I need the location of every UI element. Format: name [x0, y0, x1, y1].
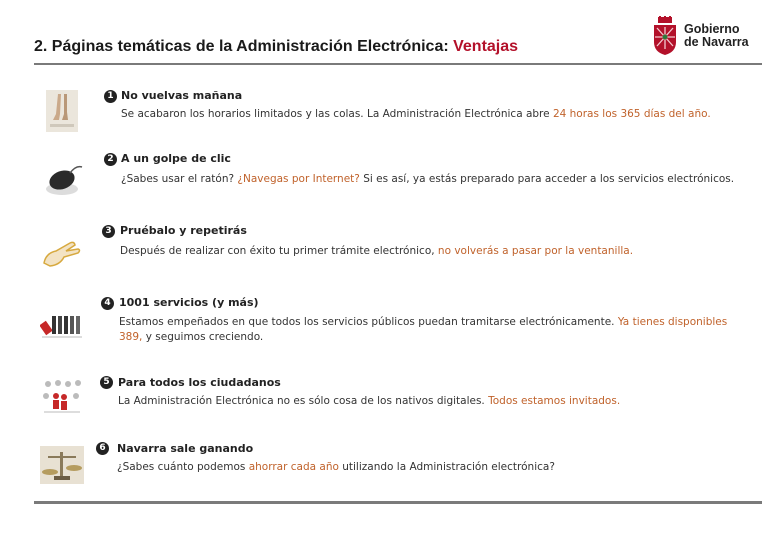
gobierno-navarra-logo — [652, 16, 749, 56]
hand-cursor-icon — [40, 229, 84, 271]
item-title: Para todos los ciudadanos — [118, 376, 281, 389]
item-number-badge: 1 — [104, 90, 117, 103]
computer-mouse-icon — [40, 159, 84, 201]
item-description: Se acabaron los horarios limitados y las colas. La Administración Electrónica abre 24 horas los 365 días del año. — [121, 108, 711, 120]
item-description: ¿Sabes usar el ratón? ¿Navegas por Internet? Si es así, ya estás preparado para acceder a los servicios electrónicos. — [121, 173, 735, 185]
item-highlight: ahorrar cada año — [248, 461, 339, 473]
logo-line-1: Gobierno — [684, 22, 740, 36]
item-title: Navarra sale ganando — [117, 442, 254, 455]
bottom-divider — [34, 501, 762, 504]
item-number-badge: 4 — [101, 297, 114, 310]
item-number-badge: 3 — [102, 225, 115, 238]
item-description: La Administración Electrónica no es sólo cosa de los nativos digitales. Todos estamos invitados. — [118, 395, 621, 407]
item-highlight: Todos estamos invitados. — [488, 395, 621, 407]
item-highlight: no volverás a pasar por la ventanilla. — [437, 245, 634, 257]
item-highlight: 24 horas los 365 días del año. — [552, 108, 711, 120]
item-number-badge: 2 — [104, 153, 117, 166]
item-title: 1001 servicios (y más) — [119, 296, 259, 309]
crowd-of-people-icon — [40, 376, 84, 418]
item-description: Estamos empeñados en que todos los servicios públicos puedan tramitarse electrónicamente. Ya tienes disponibles 389, y seguimos creciendo. — [119, 316, 728, 343]
logo-line-2: de Navarra — [684, 35, 749, 49]
feet-photo-icon — [40, 90, 84, 132]
title-main: 2. Páginas temáticas de la Administración Electrónica: — [34, 38, 454, 55]
item-description: Después de realizar con éxito tu primer trámite electrónico, no volverás a pasar por la ventanilla. — [120, 245, 634, 257]
page-title — [34, 38, 518, 56]
item-highlight: Ya tienes disponibles 389, — [119, 316, 728, 343]
dominoes-icon — [40, 304, 84, 346]
item-number-badge: 5 — [100, 376, 113, 389]
navarra-coat-of-arms-icon — [652, 16, 678, 56]
item-title: A un golpe de clic — [121, 152, 231, 165]
item-title: Pruébalo y repetirás — [120, 224, 247, 237]
item-title: No vuelvas mañana — [121, 89, 243, 102]
item-description: ¿Sabes cuánto podemos ahorrar cada año utilizando la Administración electrónica? — [117, 461, 555, 473]
item-number-badge: 6 — [96, 442, 109, 455]
coins-scale-icon — [40, 446, 84, 488]
item-highlight: ¿Navegas por Internet? — [237, 173, 360, 185]
title-accent: Ventajas — [453, 38, 519, 55]
top-divider — [34, 63, 762, 65]
